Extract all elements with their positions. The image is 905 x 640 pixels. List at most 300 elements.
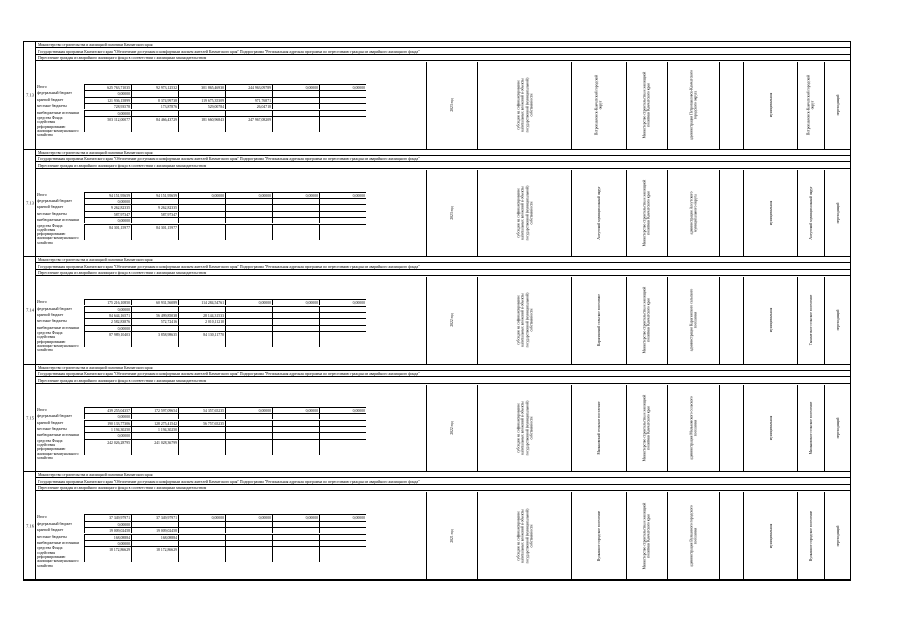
financing-source-label: местные бюджеты [37, 534, 67, 539]
financing-source-label: краевой бюджет [37, 528, 64, 533]
column-territory [797, 385, 824, 472]
financing-value [178, 211, 225, 217]
column-year [426, 492, 477, 579]
column-year [426, 62, 477, 149]
financing-value [319, 521, 366, 527]
table-row [24, 150, 850, 258]
cell-level: муниципальная [768, 93, 773, 118]
cell-territory: Петропавловск-Камчатский городской округ [806, 75, 815, 136]
financing-value: 0,00000 [84, 217, 131, 223]
financing-value [319, 331, 366, 347]
column-territory [797, 492, 824, 579]
financing-value [225, 306, 272, 312]
financing-value: 28 144,31533 [178, 312, 225, 318]
column-kind [824, 492, 850, 579]
financing-value: 625 763,71035 [84, 84, 131, 90]
financing-value: 0,00000 [272, 192, 319, 198]
financing-value [272, 426, 319, 432]
column-local [667, 170, 719, 257]
financing-value: 2 582,83876 [84, 318, 131, 324]
financing-value [225, 198, 272, 204]
financing-value [178, 540, 225, 546]
financing-value [225, 420, 272, 426]
column-blank [719, 492, 743, 579]
financing-value: 529,00784 [178, 103, 225, 109]
cell-kind: переходящий [835, 525, 840, 547]
cell-year: 2023 год [449, 206, 454, 220]
financing-value [225, 527, 272, 533]
column-target [477, 62, 571, 149]
row-program: Государственная программа Камчатского края "Обеспечение доступным и комфортным жильем жителей Камчатского края" Подпрограмма "Региональная адресная программа по переселению граждан из аварийного жилищного фонда" [36, 264, 850, 270]
financing-value [319, 116, 366, 132]
financing-value [319, 534, 366, 540]
row-number: 7.15 [26, 415, 34, 421]
financing-source-label: Итого [37, 85, 47, 89]
financing-value [178, 534, 225, 540]
column-executor [571, 492, 626, 579]
financing-row [36, 438, 426, 460]
financing-source-label: федеральный бюджет [37, 306, 72, 311]
column-blank [719, 277, 743, 364]
financing-source-label: внебюджетные источники [37, 218, 80, 223]
financing-value [272, 110, 319, 116]
financing-value [225, 546, 272, 562]
column-blank [719, 385, 743, 472]
financing-value [319, 97, 366, 103]
row-ministry: Министерство строительства и жилищной политики Камчатского края [36, 472, 850, 478]
financing-source-label: местные бюджеты [37, 426, 67, 431]
financing-table [36, 192, 426, 252]
financing-value [178, 198, 225, 204]
cell-target: субсидии на софинансирование капитальных вложений в объекты государственной (муниципальной) собственности [515, 508, 533, 564]
financing-value: 19 009,02458 [84, 527, 131, 533]
column-year [426, 170, 477, 257]
financing-value [319, 204, 366, 210]
financing-value [225, 90, 272, 96]
financing-value [272, 211, 319, 217]
financing-row [36, 116, 426, 138]
row-number-cell [24, 150, 36, 257]
financing-value: 175 216,10850 [84, 299, 131, 305]
cell-territory: Мильковское сельское поселение [808, 401, 813, 455]
financing-value: 181 660,96843 [178, 116, 225, 132]
cell-level: муниципальная [768, 523, 773, 548]
financing-source-label: федеральный бюджет [37, 198, 72, 203]
financing-value [319, 540, 366, 546]
row-number-cell [24, 472, 36, 579]
financing-value: 0,00000 [84, 198, 131, 204]
financing-source-label: внебюджетные источники [37, 325, 80, 330]
cell-target: субсидии на софинансирование капитальных вложений в объекты государственной (муниципальной) собственности [515, 400, 533, 456]
financing-value: 0,00000 [84, 540, 131, 546]
financing-value: 971,76871 [225, 97, 272, 103]
financing-value: 0,00000 [319, 407, 366, 413]
financing-value [272, 432, 319, 438]
column-local [667, 62, 719, 149]
financing-row [36, 534, 426, 540]
financing-value: 9 262,82335 [131, 204, 178, 210]
financing-row [36, 198, 426, 204]
cell-level: муниципальная [768, 415, 773, 441]
financing-source-label: Итого [37, 407, 47, 412]
column-year [426, 277, 477, 364]
financing-value: 54 357,65235 [178, 407, 225, 413]
row-measure: Переселение граждан из аварийного жилищного фонда в соответствии с жилищным законодательством [36, 485, 850, 491]
financing-value [131, 217, 178, 223]
column-blank [719, 62, 743, 149]
financing-value: 37 349,97971 [84, 514, 131, 520]
financing-value [319, 198, 366, 204]
financing-value [319, 110, 366, 116]
row-ministry: Министерство строительства и жилищной политики Камчатского края [36, 150, 850, 156]
financing-value [225, 331, 272, 347]
financing-value [319, 90, 366, 96]
financing-row [36, 521, 426, 527]
financing-value [178, 439, 225, 455]
financing-value: 0,00000 [272, 84, 319, 90]
financing-value [272, 198, 319, 204]
financing-value [131, 413, 178, 419]
cell-local: администрация Алеутского муниципального округа [689, 191, 698, 235]
cell-executor: Петропавловск-Камчатский городской округ [594, 75, 603, 136]
financing-value: 728,93578 [84, 103, 131, 109]
financing-value: 19 009,02458 [131, 527, 178, 533]
financing-value [319, 306, 366, 312]
financing-value: 0,00000 [319, 84, 366, 90]
row-ministry: Министерство строительства и жилищной политики Камчатского края [36, 257, 850, 263]
financing-value: 244 963,09789 [225, 84, 272, 90]
financing-value [225, 439, 272, 455]
financing-value: 168,08884 [84, 534, 131, 540]
financing-value: 0,00000 [272, 299, 319, 305]
column-gov [626, 62, 667, 149]
column-territory [797, 277, 824, 364]
financing-value [272, 97, 319, 103]
financing-value: 9 262,82335 [84, 204, 131, 210]
financing-value: 0,00000 [84, 306, 131, 312]
column-territory [797, 170, 824, 257]
financing-value: 114 284,54761 [178, 299, 225, 305]
financing-value [319, 432, 366, 438]
financing-row [36, 540, 426, 546]
cell-kind: переходящий [835, 94, 840, 116]
financing-row [36, 306, 426, 312]
financing-value [272, 331, 319, 347]
financing-value: 0,00000 [272, 407, 319, 413]
financing-value: 587,97347 [84, 211, 131, 217]
column-target [477, 170, 571, 257]
financing-row [36, 413, 426, 419]
financing-row [36, 97, 426, 103]
financing-source-label: федеральный бюджет [37, 91, 72, 96]
financing-value: 84 301,15977 [131, 224, 178, 240]
financing-value [272, 312, 319, 318]
financing-value: 247 967,08209 [225, 116, 272, 132]
financing-value [319, 217, 366, 223]
financing-value [131, 90, 178, 96]
financing-value: 84 130,11770 [178, 331, 225, 347]
column-target [477, 492, 571, 579]
column-year [426, 385, 477, 472]
financing-value [272, 103, 319, 109]
column-gov [626, 170, 667, 257]
financing-source-label: средства Фонда содействия реформированию жилищно-коммунального хозяйства [37, 438, 79, 460]
financing-value [225, 110, 272, 116]
cell-year: 2022 год [449, 421, 454, 435]
financing-value: 37 349,97971 [131, 514, 178, 520]
cell-territory: Тымлатское сельское поселение [808, 295, 813, 346]
cell-gov: Министерство строительства и жилищной политики Камчатского края [642, 394, 651, 462]
cell-target: субсидии на софинансирование капитальных вложений в объекты государственной (муниципальной) собственности [515, 185, 533, 241]
financing-value: 1 194,30250 [131, 426, 178, 432]
financing-source-label: федеральный бюджет [37, 414, 72, 419]
financing-row [36, 432, 426, 438]
cell-kind: переходящий [835, 310, 840, 331]
financing-source-label: внебюджетные источники [37, 540, 80, 545]
financing-value: 173,87876 [131, 103, 178, 109]
financing-value [319, 439, 366, 455]
row-number-cell [24, 42, 36, 149]
financing-value [319, 318, 366, 324]
financing-value [225, 413, 272, 419]
financing-value [225, 432, 272, 438]
column-gov [626, 385, 667, 472]
financing-value [131, 198, 178, 204]
financing-value: 94 151,95659 [84, 192, 131, 198]
financing-value: 0,00000 [84, 110, 131, 116]
financing-value [272, 546, 319, 562]
financing-value: 8 374,99738 [131, 97, 178, 103]
financing-value [178, 90, 225, 96]
column-level [743, 492, 797, 579]
financing-value [272, 224, 319, 240]
cell-level: муниципальная [768, 308, 773, 333]
row-number: 7.13 [26, 92, 34, 98]
financing-source-label: внебюджетные источники [37, 110, 80, 115]
financing-value [225, 540, 272, 546]
financing-value: 18 172,86629 [84, 546, 131, 562]
row-number: 7.13 [26, 200, 34, 206]
row-number-cell [24, 257, 36, 364]
financing-value: 0,00000 [84, 413, 131, 419]
cell-local: администрация Вулканного городского поселения [689, 504, 698, 567]
table-row [24, 257, 850, 365]
financing-value: 242 026,28795 [84, 439, 131, 455]
column-executor [571, 277, 626, 364]
financing-value [272, 540, 319, 546]
cell-executor: Вулканное городское поселение [596, 510, 601, 561]
financing-row [36, 325, 426, 331]
cell-gov: Министерство строительства и жилищной политики Камчатского края [642, 179, 651, 247]
financing-value [178, 224, 225, 240]
financing-value: 56 757,65235 [178, 420, 225, 426]
financing-row [36, 546, 426, 568]
financing-value: 0,00000 [84, 325, 131, 331]
financing-row [36, 299, 426, 305]
row-program: Государственная программа Камчатского края "Обеспечение доступным и комфортным жильем жителей Камчатского края" Подпрограмма "Региональная адресная программа по переселению граждан из аварийного жилищного фонда" [36, 479, 850, 485]
financing-value: 128 275,41542 [131, 420, 178, 426]
financing-value: 60 931,56089 [131, 299, 178, 305]
cell-kind: переходящий [835, 202, 840, 224]
financing-value [178, 325, 225, 331]
financing-value [319, 420, 366, 426]
cell-territory: Алеутский муниципальный округ [808, 186, 813, 240]
financing-value: 94 151,95659 [131, 192, 178, 198]
column-kind [824, 277, 850, 364]
financing-value [131, 540, 178, 546]
financing-value: 18 172,86629 [131, 546, 178, 562]
row-measure: Переселение граждан из аварийного жилищного фонда в соответствии с жилищным законодательством [36, 378, 850, 384]
cell-executor: Карагинский сельское поселение [596, 294, 601, 347]
financing-value [178, 204, 225, 210]
column-kind [824, 385, 850, 472]
financing-source-label: Итого [37, 300, 47, 305]
financing-row [36, 223, 426, 245]
column-local [667, 277, 719, 364]
financing-value [272, 217, 319, 223]
financing-value: 0,00000 [319, 192, 366, 198]
cell-target: субсидии на софинансирование капитальных вложений в объекты государственной (муниципальной) собственности [515, 293, 533, 348]
financing-value [272, 439, 319, 455]
cell-target: субсидии на софинансирование капитальных вложений в объекты государственной (муниципальной) собственности [515, 77, 533, 133]
cell-executor: Алеутский муниципальный округ [596, 186, 601, 240]
financing-value: 241 028,36799 [131, 439, 178, 455]
financing-value: 0,00000 [178, 192, 225, 198]
financing-value [272, 413, 319, 419]
financing-value: 0,00000 [225, 514, 272, 520]
financing-source-label: краевой бюджет [37, 312, 64, 317]
financing-table [36, 514, 426, 574]
document-table [23, 41, 851, 581]
table-row [24, 365, 850, 473]
financing-value [225, 204, 272, 210]
column-level [743, 277, 797, 364]
row-number: 7.14 [26, 307, 34, 313]
financing-row [36, 217, 426, 223]
financing-value: 26,04718 [225, 103, 272, 109]
financing-value: 84 644,16571 [84, 312, 131, 318]
financing-value: 121 936,15899 [84, 97, 131, 103]
row-number: 7.16 [26, 523, 34, 529]
financing-row [36, 312, 426, 318]
financing-value [178, 521, 225, 527]
table-row [24, 42, 850, 150]
financing-source-label: федеральный бюджет [37, 521, 72, 526]
financing-source-label: краевой бюджет [37, 97, 64, 102]
financing-source-label: Итого [37, 515, 47, 520]
row-measure: Переселение граждан из аварийного жилищного фонда в соответствии с жилищным законодательством [36, 270, 850, 276]
financing-value [178, 546, 225, 562]
financing-value [319, 413, 366, 419]
financing-value [272, 527, 319, 533]
row-program: Государственная программа Камчатского края "Обеспечение доступным и комфортным жильем жителей Камчатского края" Подпрограмма "Региональная адресная программа по переселению граждан из аварийного жилищного фонда" [36, 371, 850, 377]
financing-value [225, 534, 272, 540]
financing-value: 0,00000 [225, 299, 272, 305]
financing-row [36, 331, 426, 353]
financing-source-label: местные бюджеты [37, 211, 67, 216]
financing-value: 84 301,15977 [84, 224, 131, 240]
financing-value [178, 432, 225, 438]
financing-table [36, 84, 426, 144]
financing-row [36, 527, 426, 533]
financing-value [225, 318, 272, 324]
financing-value: 0,00000 [225, 407, 272, 413]
financing-value [319, 312, 366, 318]
financing-value [225, 521, 272, 527]
financing-table [36, 299, 426, 359]
column-gov [626, 277, 667, 364]
financing-value [319, 224, 366, 240]
financing-value [272, 90, 319, 96]
column-target [477, 277, 571, 364]
financing-value [131, 521, 178, 527]
financing-value [319, 426, 366, 432]
financing-value [225, 211, 272, 217]
financing-value [319, 103, 366, 109]
financing-value [272, 325, 319, 331]
financing-source-label: средства Фонда содействия реформированию жилищно-коммунального хозяйства [37, 331, 79, 353]
cell-level: муниципальная [768, 200, 773, 226]
financing-value [225, 217, 272, 223]
financing-value: 301 865,46930 [178, 84, 225, 90]
column-level [743, 62, 797, 149]
financing-value [178, 426, 225, 432]
column-territory [797, 62, 824, 149]
financing-row [36, 204, 426, 210]
financing-value: 56 499,85038 [131, 312, 178, 318]
cell-gov: Министерство строительства и жилищной политики Камчатского края [642, 71, 651, 139]
financing-value [178, 110, 225, 116]
financing-value [131, 110, 178, 116]
financing-value [319, 546, 366, 562]
cell-year: 2023 год [449, 98, 454, 112]
column-executor [571, 385, 626, 472]
column-kind [824, 62, 850, 149]
financing-row [36, 192, 426, 198]
financing-value [272, 420, 319, 426]
financing-table [36, 407, 426, 467]
financing-source-label: местные бюджеты [37, 104, 67, 109]
financing-value: 0,00000 [319, 514, 366, 520]
financing-value: 0,00000 [225, 192, 272, 198]
financing-value: 0,00000 [272, 514, 319, 520]
financing-source-label: краевой бюджет [37, 420, 64, 425]
financing-value: 0,00000 [178, 514, 225, 520]
financing-value: 3 858,98635 [131, 331, 178, 347]
financing-value [225, 325, 272, 331]
financing-row [36, 110, 426, 116]
financing-value [272, 204, 319, 210]
financing-value: 119 675,35309 [178, 97, 225, 103]
financing-row [36, 103, 426, 109]
financing-value: 1 194,30250 [84, 426, 131, 432]
financing-value [225, 426, 272, 432]
financing-row [36, 420, 426, 426]
financing-value: 92 973,12532 [131, 84, 178, 90]
financing-value [319, 211, 366, 217]
column-blank [719, 170, 743, 257]
financing-value: 0,00000 [84, 432, 131, 438]
financing-value: 572,72416 [131, 318, 178, 324]
financing-row [36, 318, 426, 324]
financing-value [178, 527, 225, 533]
cell-kind: переходящий [835, 417, 840, 439]
financing-source-label: средства Фонда содействия реформированию жилищно-коммунального хозяйства [37, 116, 79, 138]
column-gov [626, 492, 667, 579]
financing-value: 168,08884 [131, 534, 178, 540]
financing-value [131, 306, 178, 312]
cell-local: администрация Петропавловск-Камчатского городского округа [689, 70, 698, 141]
